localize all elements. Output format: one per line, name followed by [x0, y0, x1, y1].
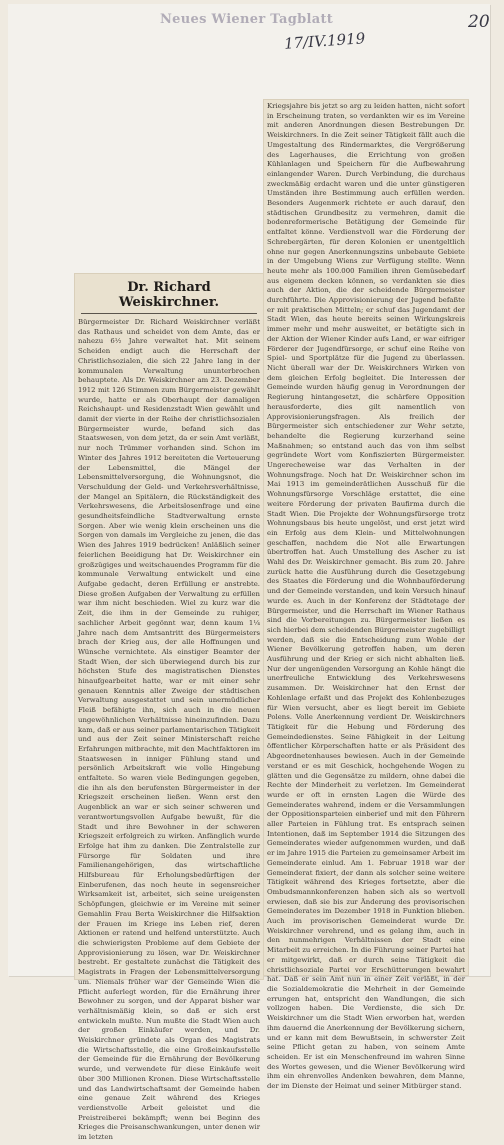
title-divider [81, 313, 257, 314]
article-right-column-text: Kriegsjahre bis jetzt so arg zu leiden hatten, nicht sofort in Erscheinung traten, so verdankten wir es im Vereine mit anderen Anordnungen diesen Bestrebungen Dr. Weiskirchners. In die Zeit seiner Tätigkeit fällt auch die Umgestaltung des Rindermarktes, die Vergrößerung des Lagerhauses, die Errichtung von großen Kühlanlagen und Speichern für die Aufbewahrung einlangender Waren. Durch Verbindung, die durchaus zweckmäßig erdacht waren und die unter günstigeren Umständen ihre Bestimmung auch erfüllen werden. Besonders Augenmerk richtete er auch darauf, den städtischen Grundbesitz zu vermehren, damit die bodenreformerische Betätigung der Gemeinde für entfaltet könne. Verdienstvoll war die Förderung der Schrebergärten, für deren Kolonien er unentgeltlich ohne nur gegen Anerkennungszins unbebaute Gebiete in der Umgebung Wiens zur Verfügung stellte. Wenn heute mehr als 100.000 Familien ihren Gemüsebedarf aus eigenem decken können, so verdankten sie dies auch der Aktion, die der scheidende Bürgermeister durchführte. Die Approvisionierung der Jugend befaßte er mit praktischen Mitteln; er schuf das Jugendamt der Stadt Wien, das heute bereits seinen Wirkungskreis immer mehr und mehr ausweitet, er betätigte sich in der Aktion der Wiener Kinder aufs Land, er war eifriger Förderer der Jugendfürsorge, er schuf eine Reihe von Spiel- und Sportplätze für die Jugend zu überlassen. Nicht überall war der Dr. Weiskirchners Wirken von dem gleichen Erfolg begleitet. Die Interessen der Gemeinde wurden häufig genug in Verordnungen der Regierung hintangesetzt, die schärfere Opposition herausforderte, dies gilt namentlich von Approvisionierungsfragen. Als freilich der Bürgermeister sich entschiedener zur Wehr setzte, behandelte die Regierung kurzerhand seine Maßnahmen; so entstand auch das von ihm selbst gegründete Wort vom Konfiszierten Bürgermeister. Ungerecheweise war das Verhalten in der Wohnungsfrage. Noch hat Dr. Weiskirchner schon im Mai 1913 im gemeinderätlichen Ausschuß für die Wohnungsfürsorge Vorschläge erstattet, die eine weitere Förderung der privaten Baufirma durch die Stadt Wien. Die Projekte der Wohnungsfürsorge trotz Wohnungsbaus bis heute ungelöst, und erst jetzt wird ein Erfolg aus dem Klein- und Mittelwohnungen geschaffen, nachdem die Not alle Erwartungen übertroffen hat. Auch Umstellung des Ascher zu ist Wahl des Dr. Weiskirchner gemacht. Bis zum 20. Jahre zurück hatte die Ausführung durch die Gesetzgebung des Staates die Förderung und die Wohnbauförderung und der Gemeinde verstanden, und kein Versuch hinauf wurde es. Auch in der Konferenz der Städtetage der Bürgermeister, und die Herrschaft im Wiener Rathaus sind die Vorbereitungen zu. Bürgermeister ließen es sich hierbei dem scheidenden Bürgermeister zugebilligt werden, daß sie die Entscheidung zum Wohle der Wiener Bevölkerung getroffen haben, um deren Ausführung und der Krieg er sich nicht abhalten ließ. Nur der ungenügenden Versorgung an Kohle hängt die unerfreuliche Entwicklung des Verkehrswesens zusammen. Dr. Weiskirchner hat den Ernst der Kohlenlage erfaßt und das Projekt des Kohlenbezuges für Wien versucht, aber es liegt bereit im Gebiete Polens. Volle Anerkennung verdient Dr. Weiskirchners Tätigkeit für die Hebung und Förderung des Gemeindedienstes. Seine Fähigkeit in der Leitung öffentlicher Körperschaften hatte er als Präsident des Abgeordnetenhauses bewiesen. Auch in der Gemeinde verstand er es mit Geschick, hochgehende Wogen zu glätten und die Gegensätze zu mildern, ohne dabei die Rechte der Minderheit zu verletzen. Im Gemeinderat wurde er oft in ernsten Lagen die Würde des Gemeinderates wahrend, indem er die Versammlungen der Oppositionsparteien einberief und mit den Führern aller Parteien in Fühlung trat. Es entsprach seinen Intentionen, daß im September 1914 die Sitzungen des Gemeinderates wieder aufgenommen wurden, und daß er im Jahre 1915 die Parteien zu gemeinsamer Arbeit im Gemeinderate einlud. Am 1. Februar 1918 war der Gemeinderat fixiert, der dann als solcher seine weitere Tätigkeit während des Krieges fortsetzte, aber die Ombudsmannkonferenzen haben sich als so wertvoll erwiesen, daß sie bis zur Änderung des provisorischen Gemeinderates im Dezember 1918 in Funktion blieben. Auch im provisorischen Gemeinderat wurde Dr. Weiskirchner verehrend, und es gelang ihm, auch in den nunmehrigen Verhältnissen der Stadt eine Mitarbeit zu erreichen. In die Führung seiner Partei hat er mitgewirkt, daß er durch seine Tätigkeit die christlichsoziale Partei vor Erschütterungen bewahrt hat. Daß er sein Amt nun in einer Zeit verläßt, in der die Sozialdemokratie die Mehrheit in der Gemeinde errungen hat, entspricht den Wandlungen, die sich vollzogen haben. Die Verdienste, die sich Dr. Weiskirchner um die Stadt Wien erworben hat, werden ihm dauernd die Anerkennung der Bevölkerung sichern, und er kann mit dem Bewußtsein, in schwerster Zeit seine Pflicht getan zu haben, von seinem Amte scheiden. Er ist ein Menschenfreund im wahren Sinne des Wortes gewesen, und die Wiener Bevölkerung wird ihm ein ehrenvolles Andenken bewahren, dem Manne, der im Dienste der Heimat und seiner Mitbürger stand. [267, 102, 465, 1091]
clipping-left-column [75, 274, 263, 1142]
newspaper-header-stamp: Neues Wiener Tagblatt [160, 12, 334, 27]
article-left-column-text: Bürgermeister Dr. Richard Weiskirchner verläßt das Rathaus und scheidet von dem Amte, das er nahezu 6½ Jahre verwaltet hat. Mit seinem Scheiden endigt auch die Herrschaft der Christlichsozialen, die sich 22 Jahre lang in der kommunalen Verwaltung ununterbrochen behauptete. Als Dr. Weiskirchner am 23. Dezember 1912 mit 126 Stimmen zum Bürgermeister gewählt wurde, hatte er als Oberhaupt der damaligen Reichshaupt- und Residenzstadt Wien gewählt und damit der vierte in der Reihe der christlichsozialen Bürgermeister wurde, befand sich das Staatswesen, von dem jetzt, da er sein Amt verläßt, nur noch Trümmer vorhanden sind. Schon im Winter des Jahres 1912 bereiteten die Verteuerung der Lebensmittel, die Mängel der Lebensmittelversorgung, die Wohnungsnot, die Verschuldung der Geld- und Verkehrsverhältnisse, der Mangel an Spitälern, die Rückständigkeit des Verkehrswesens, die Arbeitslosenfrage und eine gesundheitsfeindliche Stadtverwaltung ernste Sorgen. Aber wie wenig klein erscheinen uns die Sorgen von damals im Vergleiche zu jenen, die das Wien des Jahres 1919 bedrücken! Anläßlich seiner feierlichen Beeidigung hat Dr. Weiskirchner ein großzügiges und weitschauendes Programm für die kommunale Verwaltung entwickelt und eine Aufgabe gedacht, deren Erfüllung er anstrebte. Diese großen Aufgaben der Verwaltung zu erfüllen war ihm nicht beschieden. Wiel zu kurz war die Zeit, die ihm in der Gemeinde zu ruhiger, sachlicher Arbeit gegönnt war, denn kaum 1¼ Jahre nach dem Amtsantritt des Bürgermeisters brach der Krieg aus, der alle Hoffnungen und Wünsche vernichtete. Als einstiger Beamter der Stadt Wien, der sich überwiegend durch bis zur höchsten Stufe des magistratischen Dienstes hinaufgearbeitet hatte, war er mit einer sehr genauen Kenntnis aller Zweige der städtischen Verwaltung ausgestattet und sein unermüdlicher Fleiß befähigte ihn, sich auch in die neuen ungewöhnlichen Verhältnisse hineinzufinden. Dazu kam, daß er aus seiner parlamentarischen Tätigkeit und aus der Zeit seiner Ministerschaft reiche Erfahrungen mitbrachte, mit den Machtfaktoren im Staatswesen in inniger Fühlung stand und persönlich Arbeitskraft wie volle Hingebung entfaltete. So waren viele Bedingungen gegeben, die ihn als den berufensten Bürgermeister in der Kriegszeit erscheinen ließen. Wenn erst den Augenblick an war er sich seiner schweren und verantwortungsvollen Aufgabe bewußt, für die Stadt und ihre Bewohner in der schweren Kriegszeit erfolgreich zu wirken. Anfänglich wurde Erfolge hat ihm zu danken. Die Zentralstelle zur Fürsorge für Soldaten und ihre Familienangehörigen, das wirtschaftliche Hilfsbureau für Erholungsbedürftigen der Einberufenen, das noch heute in segensreicher Wirksamkeit ist, arbeitet, sich seine ureigensten Schöpfungen, gleichwie er im Vereine mit seiner Gemahlin Frau Berta Weiskirchner die Hilfsaktion der Frauen im Kriege ins Leben rief, deren Aktionen er ratend und helfend unterstützte. Auch die schwierigsten Probleme auf dem Gebiete der Approvisionierung zu lösen, war Dr. Weiskirchner bestrebt. Er gestaltete zunächst die Tätigkeit des Magistrats in Fragen der Lebensmittelversorgung um. Niemals früher war der Gemeinde Wien die Pflicht auferlegt worden, für die Ernährung ihrer Bewohner zu sorgen, und der Apparat bisher war verhältnismäßig klein, so daß er sich erst entwickeln mußte. Nun mußte die Stadt Wien auch der großen Einkäufer werden, und Dr. Weiskirchner gründete als Organ des Magistrats die Wirtschaftsstelle, die eine Großeinkaufsstelle der Gemeinde für die Ernährung der Bevölkerung wurde, und verwendete für diese Einkäufe weit über 300 Millionen Kronen. Diese Wirtschaftsstelle und das Landwirtschaftsamt der Gemeinde haben eine genaue Zeit während des Krieges verdienstvolle Arbeit geleistet und die Preistreiberei bekämpft; wenn bei Beginn des Krieges die Preisanschwankungen, unter denen wir im letzten [78, 318, 260, 1142]
clipping-right-column [264, 100, 468, 1091]
handwritten-date: 17/IV.1919 [283, 29, 366, 53]
article-title: Dr. Richard Weiskirchner. [118, 280, 220, 310]
handwritten-page-number: 20 [468, 12, 490, 32]
